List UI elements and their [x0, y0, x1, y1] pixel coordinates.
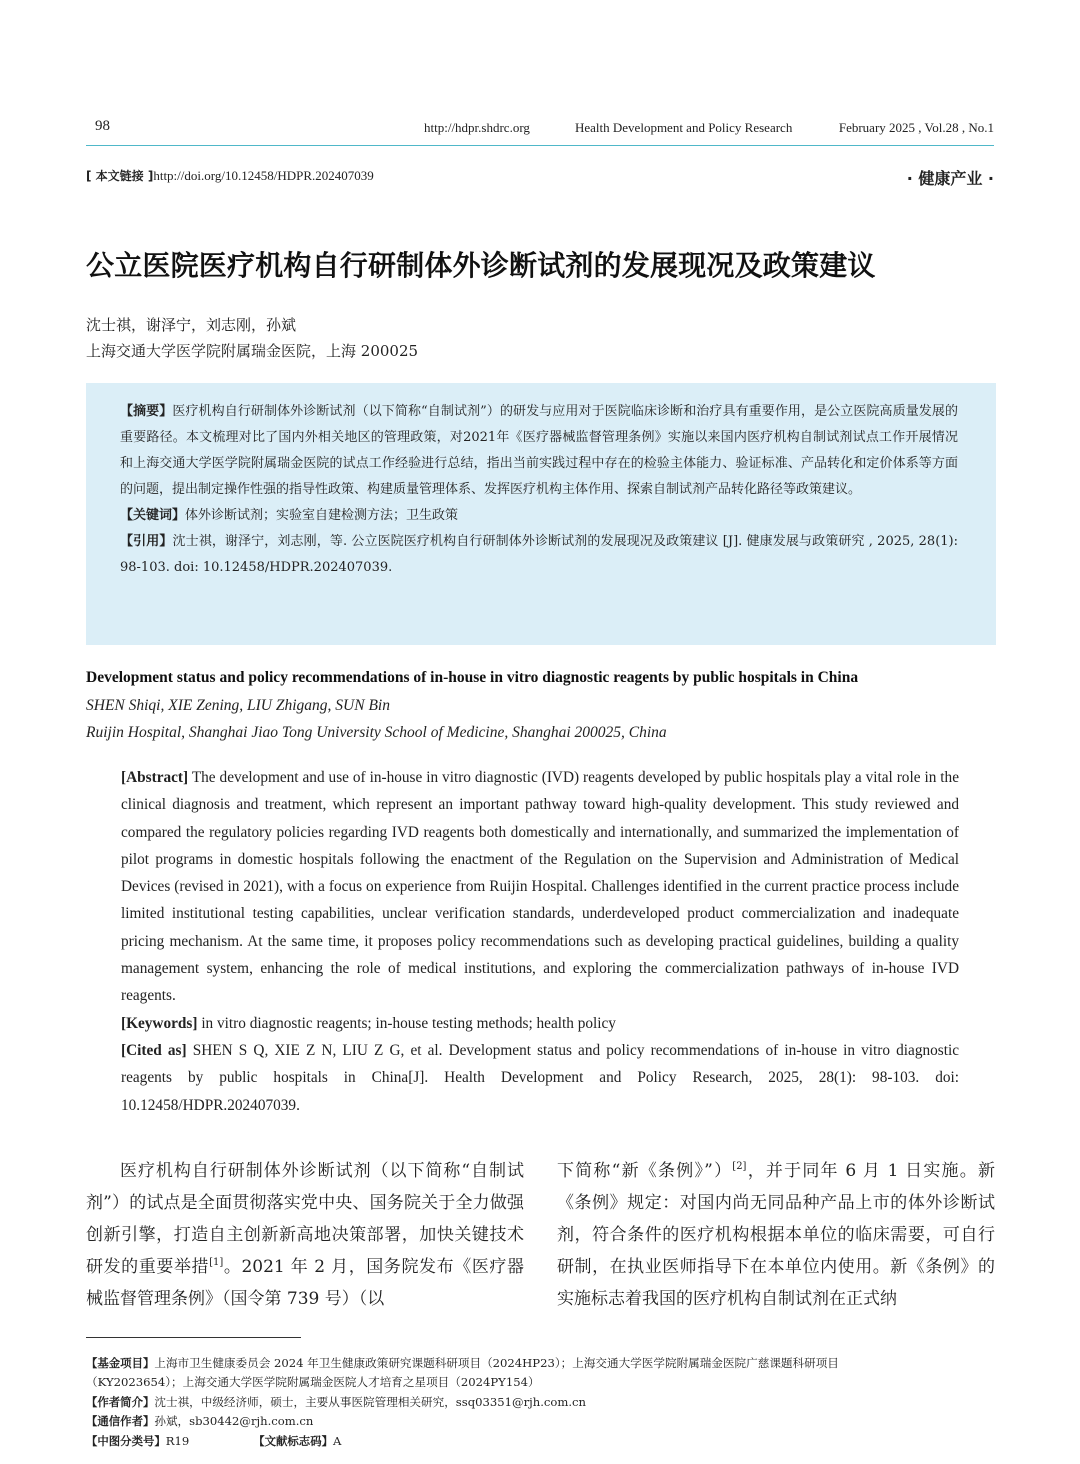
journal-url[interactable]: http://hdpr.shdrc.org — [424, 120, 530, 135]
citation-en-text: SHEN S Q, XIE Z N, LIU Z G, et al. Development status and policy recommendations of in-house in vitro diagnostic reagents by public hospitals in China[J]. Health Development and Policy Research, 2025, 28(1): 98-103. doi: 10.12458/HDPR.202407039. — [121, 1041, 960, 1114]
header-rule — [86, 145, 994, 146]
corresponding-text: 孙斌，sb30442@rjh.com.cn — [154, 1414, 314, 1429]
issue-info: February 2025 , Vol.28 , No.1 — [838, 120, 994, 135]
reference-marker-2[interactable]: [2] — [732, 1161, 747, 1172]
author-label: 【作者简介】 — [86, 1394, 155, 1409]
abstract-cn — [120, 399, 958, 503]
footnote-fund — [86, 1354, 996, 1373]
corresponding-label: 【通信作者】 — [86, 1414, 155, 1429]
journal-name: Health Development and Policy Research — [575, 120, 793, 135]
fund-text-1: 上海市卫生健康委员会 2024 年卫生健康政策研究课题科研项目（2024HP23）；上海交通大学医学院附属瑞金医院广慈课题科研项目 — [154, 1356, 839, 1370]
page-number: 98 — [95, 118, 110, 134]
footnote-corresponding — [86, 1412, 996, 1431]
footnote-classification — [86, 1432, 996, 1451]
classification-label: 【中图分类号】 — [86, 1433, 166, 1448]
doi-label: [ 本文链接 ] — [86, 169, 154, 183]
affiliation-en: Ruijin Hospital, Shanghai Jiao Tong University School of Medicine, Shanghai 200025, China — [86, 724, 667, 741]
body-right-text-1: 下简称“新《条例》”） — [557, 1161, 733, 1181]
footnotes — [86, 1354, 996, 1451]
citation-cn — [120, 529, 958, 581]
footnote-fund-cont — [86, 1373, 996, 1392]
body-column-left — [86, 1155, 524, 1315]
affiliation-cn: 上海交通大学医学院附属瑞金医院，上海 200025 — [86, 342, 419, 360]
body-left-text-2: 。2021 年 2 月，国务院发布《医疗器械监督管理条例》（国令第 739 号）（以 — [86, 1257, 525, 1309]
body-column-right — [557, 1155, 995, 1315]
citation-en-label: [Cited as] — [121, 1041, 187, 1059]
citation-en — [121, 1037, 959, 1119]
keywords-en-text: in vitro diagnostic reagents; in-house testing methods; health policy — [201, 1014, 616, 1032]
citation-cn-text: 沈士祺，谢泽宁，刘志刚，等. 公立医院医疗机构自行研制体外诊断试剂的发展现况及政策建议 [J]. 健康发展与政策研究 , 2025, 28(1): 98-103. doi: 10.12458/HDPR.202407039. — [120, 534, 958, 575]
doi-line — [86, 167, 374, 184]
footnote-rule — [86, 1337, 301, 1338]
citation-cn-label: 【引用】 — [120, 534, 173, 549]
abstract-cn-label: 【摘要】 — [120, 404, 173, 419]
body-right-text-2: ，并于同年 6 月 1 日实施。新《条例》规定：对国内尚无同品种产品上市的体外诊断试剂，符合条件的医疗机构根据本单位的临床需要，可自行研制，在执业医师指导下在本单位内使用。新《条例》的实施标志着我国的医疗机构自制试剂在正式纳 — [557, 1161, 995, 1309]
keywords-en-label: [Keywords] — [121, 1014, 198, 1032]
abstract-en-text: The development and use of in-house in vitro diagnostic (IVD) reagents developed by public hospitals play a vital role in the clinical diagnosis and treatment, which represent an important pathway toward high-quality development. This study reviewed and compared the regulatory policies regarding IVD reagents both domestically and internationally, and summarized the implementation of pilot programs in domestic hospitals following the enactment of the Regulation on the Supervision and Administration of Medical Devices (revised in 2021), with a focus on experience from Ruijin Hospital. Challenges identified in the current practice process include limited institutional testing capabilities, unclear verification standards, underdeveloped product commercialization and inadequate pricing mechanism. At the same time, it proposes policy recommendations such as developing practical guidelines, building a quality management system, enhancing the role of medical institutions, and exploring the commercialization pathways of in-house IVD reagents. — [121, 769, 959, 1005]
keywords-cn-label: 【关键词】 — [120, 508, 186, 523]
document-code-text: A — [332, 1433, 342, 1448]
author-text: 沈士祺，中级经济师，硕士，主要从事医院管理相关研究，ssq03351@rjh.com.cn — [154, 1394, 586, 1409]
keywords-cn-text: 体外诊断试剂；实验室自建检测方法；卫生政策 — [185, 508, 459, 523]
document-code-label: 【文献标志码】 — [253, 1433, 333, 1448]
running-header — [95, 118, 994, 140]
abstract-cn-text: 医疗机构自行研制体外诊断试剂（以下简称“自制试剂”）的研发与应用对于医院临床诊断和治疗具有重要作用，是公立医院高质量发展的重要路径。本文梳理对比了国内外相关地区的管理政策，对2021年《医疗器械监督管理条例》实施以来国内医疗机构自制试剂试点工作开展情况和上海交通大学医学院附属瑞金医院的试点工作经验进行总结，指出当前实践过程中存在的检验主体能力、验证标准、产品转化和定价体系等方面的问题，提出制定操作性强的指导性政策、构建质量管理体系、发挥医疗机构主体作用、探索自制试剂产品转化路径等政策建议。 — [120, 404, 958, 497]
keywords-en — [121, 1010, 959, 1037]
authors-cn: 沈士祺，谢泽宁，刘志刚，孙斌 — [86, 316, 297, 334]
abstract-en-label: [Abstract] — [121, 769, 189, 786]
fund-label: 【基金项目】 — [86, 1356, 155, 1370]
fund-text-2: （KY2023654）；上海交通大学医学院附属瑞金医院人才培育之星项目（2024PY154） — [86, 1375, 540, 1390]
column-tag: · 健康产业 · — [906, 169, 994, 188]
abstract-en — [121, 764, 959, 1010]
footnote-author — [86, 1393, 996, 1412]
reference-marker-1[interactable]: [1] — [209, 1257, 224, 1268]
abstract-cn-box — [86, 383, 996, 645]
classification-text: R19 — [165, 1433, 190, 1448]
body-left-text-1: 医疗机构自行研制体外诊断试剂（以下简称“自制试剂”）的试点是全面贯彻落实党中央、国务院关于全力做强创新引擎，打造自主创新新高地决策部署，加快关键技术研发的重要举措 — [86, 1161, 524, 1277]
doi-link[interactable]: http://doi.org/10.12458/HDPR.202407039 — [153, 168, 374, 183]
abstract-en-block — [121, 764, 959, 1119]
article-title-cn: 公立医院医疗机构自行研制体外诊断试剂的发展现况及政策建议 — [86, 249, 876, 282]
authors-en: SHEN Shiqi, XIE Zening, LIU Zhigang, SUN Bin — [86, 697, 390, 714]
keywords-cn — [120, 503, 958, 529]
article-title-en: Development status and policy recommendations of in-house in vitro diagnostic reagents by public hospitals in China — [86, 669, 859, 686]
